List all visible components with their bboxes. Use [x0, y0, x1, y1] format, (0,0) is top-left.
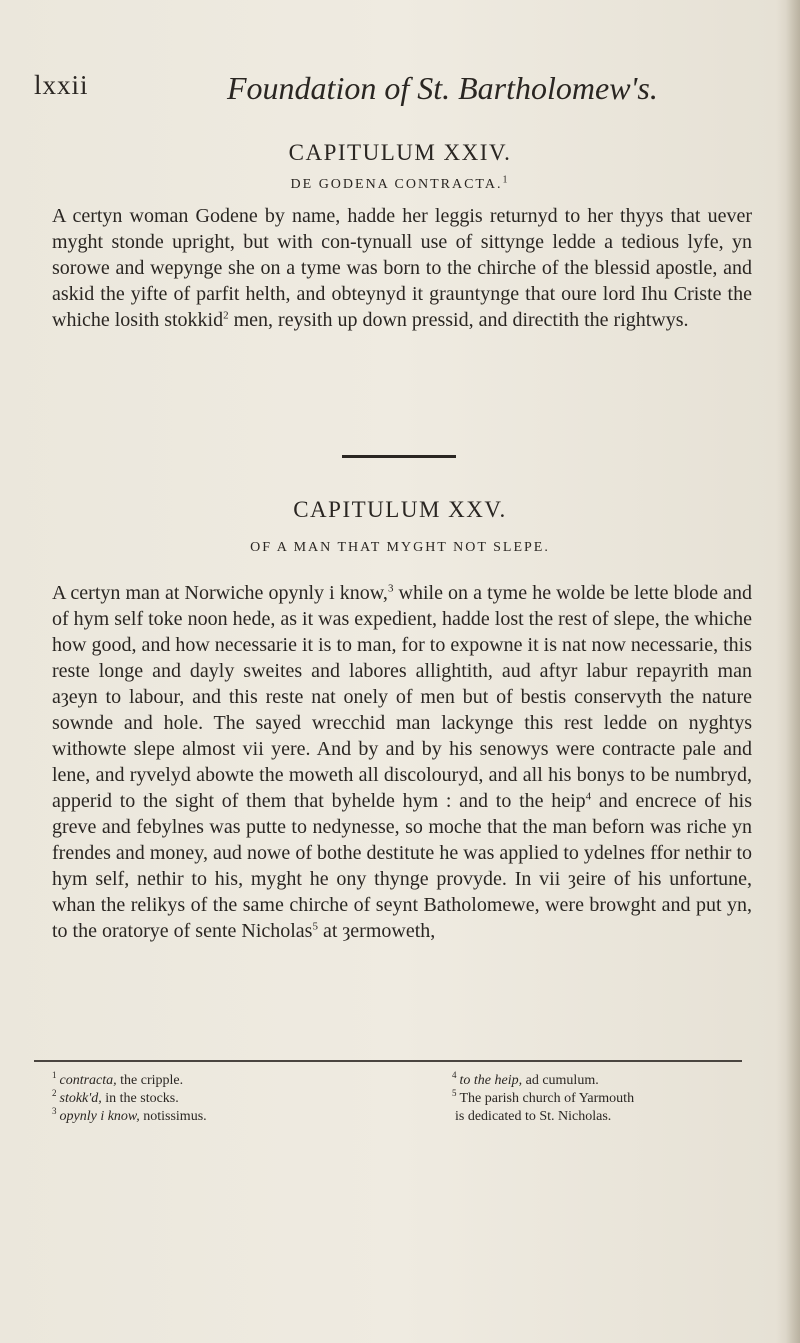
footnote-rule: [34, 1060, 742, 1062]
chapter-subtitle-xxiv: [0, 174, 800, 193]
footnotes-left-column: [52, 1072, 207, 1126]
paragraph-text: A certyn man at Norwiche opynly i know,: [52, 582, 388, 604]
chapter-xxiv-body: [52, 203, 752, 333]
page-edge-shadow: [786, 0, 800, 1343]
paragraph-text: and encrece of his greve and febylnes was putte to nedynesse, so moche that the man beforn was riche yn frendes and money, aud nowe of bothe destitute he was applied to ydelnes ffor nethir to hym self, nethir to his, myght he ony thynge provyde. In vii ȝeire of his unfortune, whan the relikys of the same chirche of seynt Batholomewe, were browght and put yn, to the oratorye of sente Nicholas: [52, 790, 752, 942]
page-number: lxxii: [34, 70, 89, 100]
paragraph-text: men, reysith up down pressid, and directith the rightwys.: [228, 309, 689, 331]
footnote-mark: 5: [312, 920, 318, 933]
paragraph-text: A certyn woman Godene by name, hadde her leggis returnyd to her thyys that uever myght stonde upright, but with con-tynuall use of sittynge ledde a tedious lyfe, yn sorowe and wepynge she on a tyme was born to the chirche of the blessid apostle, and askid the yifte of parfit helth, and obteynyd it grauntynge that oure lord Ihu Criste the whiche losith stokkid: [52, 205, 752, 331]
footnote-mark: 2: [223, 309, 229, 322]
section-divider: [342, 455, 456, 458]
footnote-mark: 1: [502, 174, 510, 186]
footnote: $^1$ contracta, the cripple.: [52, 1070, 184, 1088]
chapter-subtitle-text: DE GODENA CONTRACTA.: [290, 177, 503, 192]
footnote-mark: 3: [387, 582, 394, 595]
running-head: [34, 70, 754, 110]
running-title: Foundation of St. Bartholomew's.: [227, 70, 658, 106]
footnote: $^4$ to the heip, ad cumulum.: [452, 1070, 599, 1088]
chapter-subtitle-xxv: OF A MAN THAT MYGHT NOT SLEPE.: [250, 540, 550, 555]
chapter-title-xxv: CAPITULUM XXV.: [293, 497, 507, 522]
footnote: $^2$ stokk'd, in the stocks.: [52, 1088, 179, 1106]
footnotes-right-column: [452, 1072, 634, 1126]
chapter-xxv-body: [52, 580, 752, 944]
paragraph-text: while on a tyme he wolde be lette blode and of hym self toke noon hede, as it was expedient, hadde lost the rest of slepe, the whiche how good, and how necessarie it is to man, for to expowne it is nat now necessarie, this reste longe and dayly sweites and labores allightith, aud aftyr labur repayrith man aȝeyn to labour, and this reste nat onely of men but of bestis conservyth the nature sownde and hole. The sayed wrecchid man lackynge this rest ledde on nyghtys withowte slepe almost vii yere. And by and by his senowys were contracte pale and lene, and ryvelyd abowte the moweth all discolouryd, and all his bonys to be numbryd, apperid to the sight of them that byhelde hym : and to the heip: [52, 582, 753, 812]
footnote: $^3$ opynly i know, notissimus.: [52, 1106, 207, 1124]
paragraph-text: at ȝermoweth,: [317, 920, 436, 942]
chapter-title-xxiv: CAPITULUM XXIV.: [288, 140, 512, 165]
footnote-mark: 4: [585, 790, 592, 803]
footnote: is dedicated to St. Nicholas.: [455, 1109, 612, 1124]
footnote: $^5$ The parish church of Yarmouth: [452, 1088, 635, 1106]
